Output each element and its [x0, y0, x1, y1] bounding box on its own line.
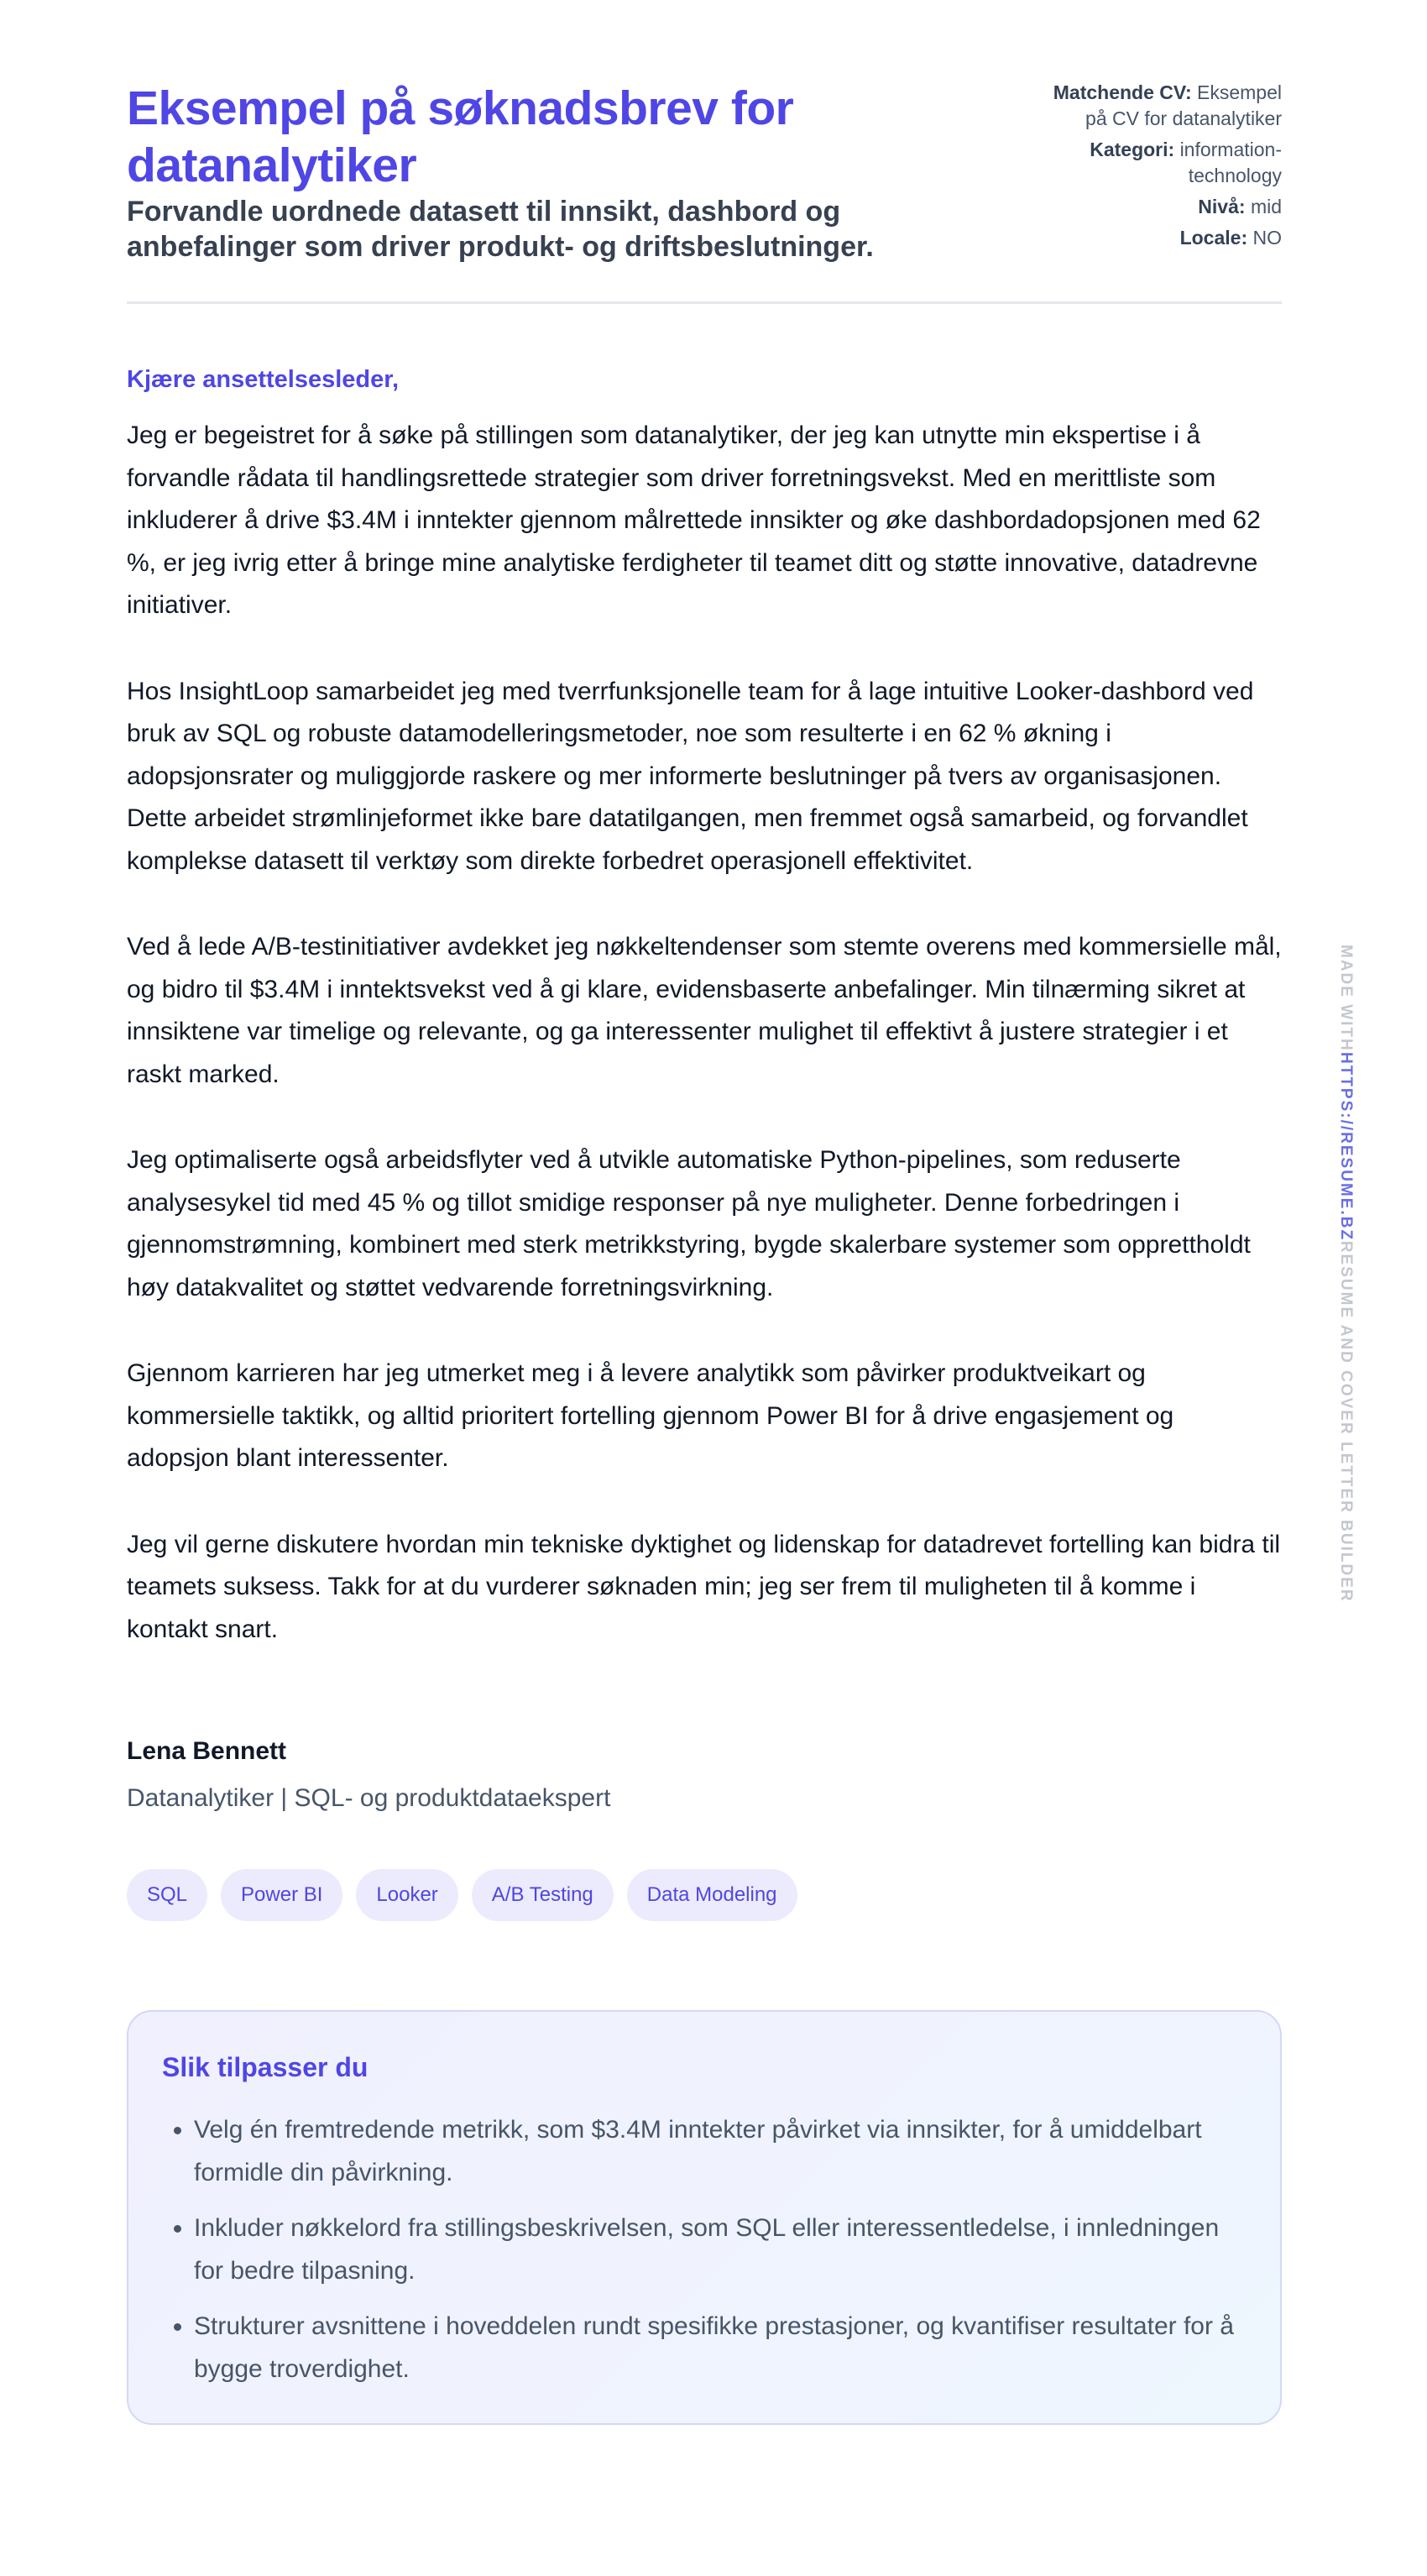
- meta-info: [1030, 80, 1282, 256]
- meta-label: Matchende CV:: [1053, 81, 1192, 103]
- watermark-suffix: RESUME AND COVER LETTER BUILDER: [1337, 1240, 1355, 1603]
- meta-label: Kategori:: [1090, 139, 1175, 160]
- skill-tag: Data Modeling: [627, 1869, 797, 1921]
- cover-letter-page: [127, 0, 1282, 2425]
- letter-paragraph: Jeg vil gerne diskutere hvordan min tekniske dyktighet og lidenskap for datadrevet fortelling kan bidra til teamets suksess. Takk for at du vurderer søknaden min; jeg ser frem til muligheten til å komme i kontakt snart.: [127, 1530, 1281, 1643]
- watermark: [1336, 945, 1355, 1603]
- salutation: Kjære ansettelsesleder,: [127, 366, 400, 393]
- letter-paragraph: Ved å lede A/B-testinitiativer avdekket jeg nøkkeltendenser som stemte overens med kommersielle mål, og bidro til $3.4M i inntektsvekst ved å gi klare, evidensbaserte anbefalinger. Min tilnærming sikret at innsiktene var timelige og relevante, og ga interessenter mulighet til effektivt å justere strategier i et raskt marked.: [127, 933, 1282, 1088]
- page-title: Eksempel på søknadsbrev for datanalytiker: [127, 81, 794, 192]
- skill-tag: Looker: [356, 1869, 457, 1921]
- letter-paragraph: Jeg optimaliserte også arbeidsflyter ved å utvikle automatiske Python-pipelines, som reduserte analysesykel tid med 45 % og tillot smidige responser på nye muligheter. Denne forbedringen i gjennomstrømning, kombinert med sterk metrikkstyring, bygde skalerbare systemer som opprettholdt høy datakvalitet og støttet vedvarende forretningsvirkning.: [127, 1146, 1251, 1301]
- meta-value: information-technology: [1179, 139, 1282, 186]
- skill-tag: Power BI: [221, 1869, 342, 1921]
- meta-level: [1030, 194, 1282, 220]
- meta-locale: [1030, 225, 1282, 251]
- tips-box: [127, 2010, 1282, 2425]
- page-subtitle: Forvandle uordnede datasett til innsikt, dashbord og anbefalinger som driver produkt- og driftsbeslutninger.: [127, 196, 874, 263]
- meta-value: NO: [1252, 227, 1282, 249]
- skill-tags: [127, 1869, 1282, 1921]
- meta-matching-cv: [1030, 80, 1282, 132]
- tips-list: [162, 2109, 1247, 2390]
- signature-name: Lena Bennett: [127, 1737, 287, 1765]
- watermark-prefix: MADE WITH: [1337, 945, 1355, 1052]
- letter-paragraph: Gjennom karrieren har jeg utmerket meg i å levere analytikk som påvirker produktveikart og kommersielle taktikk, og alltid prioritert fortelling gjennom Power BI for å drive engasjement og adopsjon blant interessenter.: [127, 1359, 1174, 1472]
- tip-item: • Velg én fremtredende metrikk, som $3.4M inntekter påvirket via innsikter, for å umiddelbart formidle din påvirkning.: [194, 2109, 1247, 2194]
- signature-title: Datanalytiker | SQL- og produktdataekspert: [127, 1784, 611, 1812]
- tip-item: • Strukturer avsnittene i hoveddelen rundt spesifikke prestasjoner, og kvantifiser resultater for å bygge troverdighet.: [194, 2306, 1247, 2390]
- page-header: [127, 0, 1282, 304]
- meta-value: Eksempel på CV for datanalytiker: [1085, 81, 1282, 129]
- letter-paragraph: Hos InsightLoop samarbeidet jeg med tverrfunksjonelle team for å lage intuitive Looker-dashbord ved bruk av SQL og robuste datamodelleringsmetoder, noe som resulterte i en 62 % økning i adopsjonsrater og muliggjorde raskere og mer informerte beslutninger på tvers av organisasjonen. Dette arbeidet strømlinjeformet ikke bare datatilgangen, men fremmet også samarbeid, og forvandlet komplekse datasett til verktøy som direkte forbedret operasjonell effektivitet.: [127, 677, 1254, 875]
- meta-label: Nivå:: [1198, 196, 1246, 217]
- meta-category: [1030, 137, 1282, 189]
- skill-tag: SQL: [127, 1869, 207, 1921]
- letter-paragraph: Jeg er begeistret for å søke på stillingen som datanalytiker, der jeg kan utnytte min ekspertise i å forvandle rådata til handlingsrettede strategier som driver forretningsvekst. Med en merittliste som inkluderer å drive $3.4M i inntekter gjennom målrettede innsikter og øke dashbordadopsjonen med 62 %, er jeg ivrig etter å bringe mine analytiske ferdigheter til teamet ditt og støtte innovative, datadrevne initiativer.: [127, 421, 1261, 619]
- watermark-link[interactable]: HTTPS://RESUME.BZ: [1337, 1051, 1355, 1241]
- tips-title: Slik tilpasser du: [162, 2052, 369, 2082]
- meta-label: Locale:: [1179, 227, 1248, 249]
- skill-tag: A/B Testing: [472, 1869, 614, 1921]
- tip-item: • Inkluder nøkkelord fra stillingsbeskrivelsen, som SQL eller interessentledelse, i innledningen for bedre tilpasning.: [194, 2207, 1247, 2292]
- meta-value: mid: [1250, 196, 1282, 217]
